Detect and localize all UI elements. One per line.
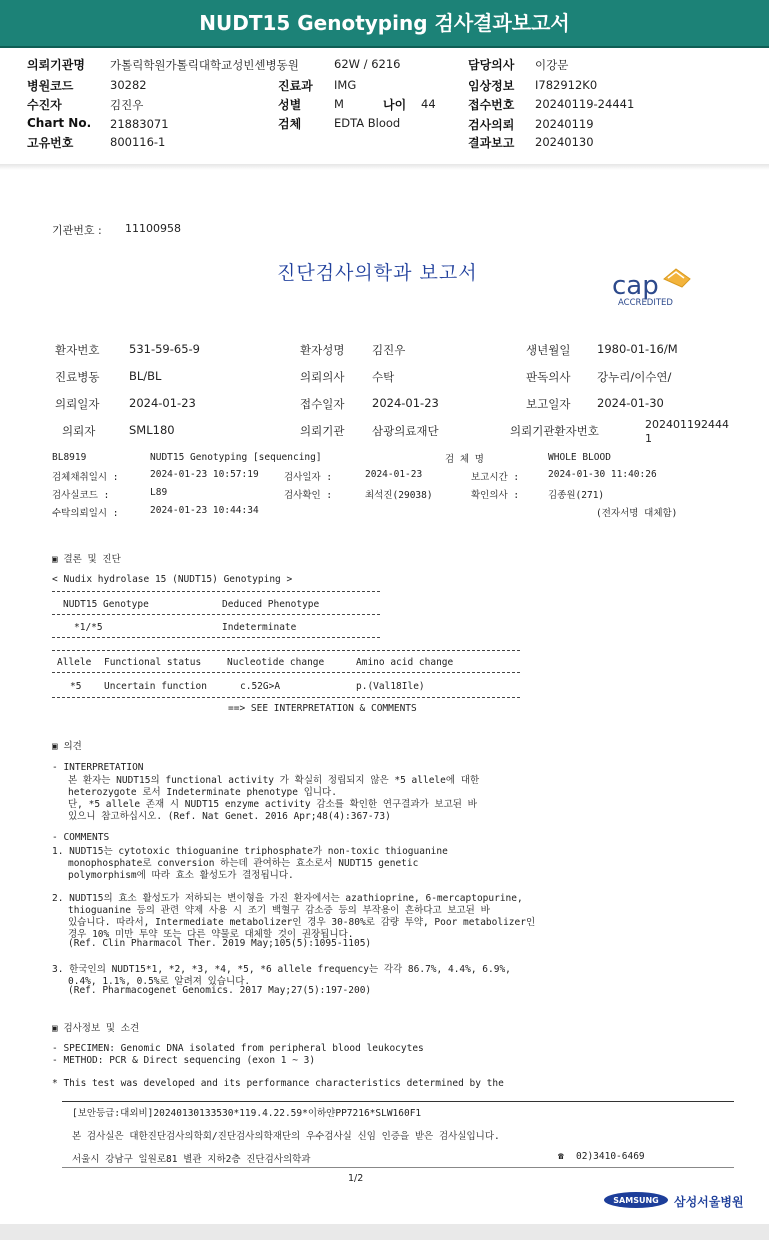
comment-line: 1. NUDT15는 cytotoxic thioguanine triphosphate가 non-toxic thioguanine xyxy=(52,846,448,857)
cap-emblem-icon xyxy=(610,265,710,310)
validation-note: * This test was developed and its performance characteristics determined by the xyxy=(52,1078,504,1089)
label-clinical-info: 임상정보 xyxy=(468,79,515,93)
interpretation-heading: - INTERPRETATION xyxy=(52,762,144,773)
phone-icon: ☎ xyxy=(558,1151,564,1162)
label-age: 나이 xyxy=(383,98,407,112)
cap-accredited-text: ACCREDITED xyxy=(618,298,673,308)
specimen-info: - SPECIMEN: Genomic DNA isolated from peripheral blood leukocytes xyxy=(52,1043,424,1054)
institution-patient-no-label: 의뢰기관환자번호 xyxy=(510,424,599,438)
confirm-doctor-label: 확인의사 : xyxy=(471,490,520,501)
divider xyxy=(52,650,520,651)
receipt-date-value: 2024-01-23 xyxy=(372,396,439,410)
comment-line: (Ref. Pharmacogenet Genomics. 2017 May;27(5):197-200) xyxy=(68,985,372,996)
security-line: [보안등급:대외비]20240130133530*119.4.22.59*이하얀PP7216*SLW160F1 xyxy=(72,1108,422,1119)
birthdate-label: 생년월일 xyxy=(526,343,571,357)
value-hospital-code: 30282 xyxy=(110,78,147,92)
value-patient: 김진우 xyxy=(110,98,144,112)
specimen-name-label: 검 체 명 xyxy=(445,454,484,465)
collect-time-label: 검체채취일시 : xyxy=(52,472,119,483)
value-clinical-info: I782912K0 xyxy=(535,78,598,92)
page-bottom-gutter xyxy=(0,1224,769,1240)
label-sex: 성별 xyxy=(278,98,302,112)
functional-status-value: Uncertain function xyxy=(104,681,207,692)
amino-acid-col-header: Amino acid change xyxy=(356,657,454,668)
comment-line: 경우 10% 미만 투약 또는 다른 약물로 대체할 것이 권장됩니다. xyxy=(68,929,354,940)
comment-line: monophosphate로 conversion 하는데 관여하는 효소로서 NUDT15 genetic xyxy=(68,858,419,869)
page-number: 1/2 xyxy=(348,1173,364,1184)
ward-label: 진료병동 xyxy=(55,370,100,384)
value-institution: 가톨릭학원가톨릭대학교성빈센병동원 xyxy=(110,58,299,72)
divider xyxy=(52,614,380,615)
birthdate-value: 1980-01-16/M xyxy=(597,342,678,356)
samsung-ellipse-icon xyxy=(603,1191,669,1209)
report-date-label: 보고일자 xyxy=(526,397,571,411)
test-info-heading: ▣ 검사정보 및 소견 xyxy=(52,1023,140,1034)
institution-no: 11100958 xyxy=(125,222,181,235)
label-request-date: 검사의뢰 xyxy=(468,118,515,132)
allele-value: *5 xyxy=(70,681,82,692)
allele-col-header: Allele xyxy=(57,657,92,668)
value-physician: 이강문 xyxy=(535,58,569,72)
value-age: 44 xyxy=(421,97,436,111)
ward-value: BL/BL xyxy=(129,369,162,383)
divider xyxy=(52,672,520,673)
value-department: IMG xyxy=(334,78,357,92)
cap-logo-text: cap xyxy=(612,271,659,301)
conclusion-heading: ▣ 결론 및 진단 xyxy=(52,554,121,565)
functional-status-col-header: Functional status xyxy=(104,657,202,668)
label-institution: 의뢰기관명 xyxy=(27,58,85,72)
value-specimen: EDTA Blood xyxy=(334,116,401,130)
request-date-value: 2024-01-23 xyxy=(129,396,196,410)
consignment-time: 2024-01-23 10:44:34 xyxy=(150,505,259,516)
amino-acid-value: p.(Val18Ile) xyxy=(356,681,425,692)
document-title: NUDT15 Genotyping 검사결과보고서 xyxy=(0,0,769,48)
requester-label: 의뢰자 xyxy=(62,424,96,438)
interpretation-line: 있으니 참고하십시오. (Ref. Nat Genet. 2016 Apr;48(4):367-73) xyxy=(68,811,391,822)
nucleotide-col-header: Nucleotide change xyxy=(227,657,325,668)
footer-divider xyxy=(62,1101,734,1102)
test-date-label: 검사일자 : xyxy=(284,472,333,483)
requesting-institution-label: 의뢰기관 xyxy=(300,424,345,438)
hospital-name: 삼성서울병원 xyxy=(674,1195,744,1209)
patient-name-value: 김진우 xyxy=(372,343,406,357)
test-date: 2024-01-23 xyxy=(365,469,423,480)
patient-no-label: 환자번호 xyxy=(55,343,100,357)
collect-time: 2024-01-23 10:57:19 xyxy=(150,469,259,480)
report-title: 진단검사의학과 보고서 xyxy=(277,262,478,284)
requesting-doctor-label: 의뢰의사 xyxy=(300,370,345,384)
report-time: 2024-01-30 11:40:26 xyxy=(548,469,657,480)
label-specimen: 검체 xyxy=(278,117,302,131)
receipt-date-label: 접수일자 xyxy=(300,397,345,411)
value-request-date: 20240119 xyxy=(535,117,594,131)
phenotype-col-header: Deduced Phenotype xyxy=(222,599,320,610)
label-patient: 수진자 xyxy=(27,98,62,112)
electronic-signature-note: (전자서명 대체함) xyxy=(596,508,678,519)
report-date-value: 2024-01-30 xyxy=(597,396,664,410)
comment-line: polymorphism에 따라 효소 활성도가 결정됩니다. xyxy=(68,870,294,881)
nucleotide-value: c.52G>A xyxy=(240,681,281,692)
test-confirm: 최석진(29038) xyxy=(365,490,433,501)
value-result-report: 20240130 xyxy=(535,135,594,149)
requesting-institution-value: 삼광의료재단 xyxy=(372,424,439,438)
divider xyxy=(52,637,380,638)
label-unique-no: 고유번호 xyxy=(27,136,74,150)
opinion-heading: ▣ 의견 xyxy=(52,741,82,752)
institution-no-label: 기관번호 : xyxy=(52,224,102,237)
comment-line: thioguanine 등의 관련 약제 사용 시 조기 백혈구 감소증 등의 부작용이 흔하다고 보고된 바 xyxy=(68,905,490,916)
interpretation-line: 본 환자는 NUDT15의 functional activity 가 확실히 정립되지 않은 *5 allele에 대한 xyxy=(68,775,480,786)
requester-value: SML180 xyxy=(129,423,175,437)
see-interpretation: ==> SEE INTERPRETATION & COMMENTS xyxy=(228,703,417,714)
label-receipt-no: 접수번호 xyxy=(468,98,515,112)
phenotype-value: Indeterminate xyxy=(222,622,297,633)
conclusion-subtitle: < Nudix hydrolase 15 (NUDT15) Genotyping > xyxy=(52,574,293,585)
lab-code-label: 검사실코드 : xyxy=(52,490,110,501)
interpretation-line: heterozygote 로서 Indeterminate phenotype 입니다. xyxy=(68,787,337,798)
label-physician: 담당의사 xyxy=(468,58,515,72)
comment-line: 있습니다. 따라서, Intermediate metabolizer인 경우 30-80%로 감량 투약, Poor metabolizer인 xyxy=(68,917,536,928)
header-divider xyxy=(0,164,769,170)
samsung-logo-text: SAMSUNG xyxy=(613,1196,659,1205)
value-unique-no: 800116-1 xyxy=(110,135,166,149)
interpretation-line: 단, *5 allele 존재 시 NUDT15 enzyme activity 감소를 확인한 연구결과가 보고된 바 xyxy=(68,799,477,810)
footer-divider xyxy=(62,1167,734,1168)
comment-line: (Ref. Clin Pharmacol Ther. 2019 May;105(5):1095-1105) xyxy=(68,938,372,949)
report-time-label: 보고시간 : xyxy=(471,472,520,483)
value-chart-no: 21883071 xyxy=(110,117,169,131)
value-receipt-no: 20240119-24441 xyxy=(535,97,635,111)
comments-heading: - COMMENTS xyxy=(52,832,110,843)
label-hospital-code: 병원코드 xyxy=(27,79,74,93)
comment-line: 2. NUDT15의 효소 활성도가 저하되는 변이형을 가진 환자에서는 azathioprine, 6-mercaptopurine, xyxy=(52,893,523,904)
consignment-time-label: 수탁의뢰일시 : xyxy=(52,508,119,519)
confirm-doctor: 김종원(271) xyxy=(548,490,605,501)
genotype-value: *1/*5 xyxy=(74,622,103,633)
comment-line: 3. 한국인의 NUDT15*1, *2, *3, *4, *5, *6 allele frequency는 각각 86.7%, 4.4%, 6.9%, xyxy=(52,964,511,975)
lab-code: L89 xyxy=(150,487,168,498)
label-department: 진료과 xyxy=(278,79,313,93)
genotype-col-header: NUDT15 Genotype xyxy=(63,599,149,610)
patient-name-label: 환자성명 xyxy=(300,343,345,357)
divider xyxy=(52,591,380,592)
phone-number: 02)3410-6469 xyxy=(576,1151,645,1162)
comment-line: 0.4%, 1.1%, 0.5%로 알려져 있습니다. xyxy=(68,976,251,987)
value-ward: 62W / 6216 xyxy=(334,57,401,71)
label-chart-no: Chart No. xyxy=(27,116,92,130)
cap-accredited-logo xyxy=(610,265,710,310)
requesting-doctor-value: 수탁 xyxy=(372,370,395,384)
reading-doctor-label: 판독의사 xyxy=(526,370,571,384)
specimen-name: WHOLE BLOOD xyxy=(548,452,611,463)
institution-patient-no-value-cont: 1 xyxy=(645,432,652,445)
address-line: 서울시 강남구 일원로81 별관 지하2층 진단검사의학과 xyxy=(72,1154,311,1165)
institution-patient-no-value: 202401192444 xyxy=(645,418,729,431)
test-name: NUDT15 Genotyping [sequencing] xyxy=(150,452,322,463)
certification-line: 본 검사실은 대한진단검사의학회/진단검사의학재단의 우수검사실 신임 인증을 받은 검사실입니다. xyxy=(72,1131,500,1142)
reading-doctor-value: 강누리/이수연/ xyxy=(597,370,672,384)
test-code: BL8919 xyxy=(52,452,87,463)
patient-no-value: 531-59-65-9 xyxy=(129,342,200,356)
test-confirm-label: 검사확인 : xyxy=(284,490,333,501)
samsung-logo xyxy=(603,1191,669,1209)
value-sex: M xyxy=(334,97,344,111)
request-date-label: 의뢰일자 xyxy=(55,397,100,411)
label-result-report: 결과보고 xyxy=(468,136,515,150)
method-info: - METHOD: PCR & Direct sequencing (exon 1 ~ 3) xyxy=(52,1055,316,1066)
divider xyxy=(52,697,520,698)
